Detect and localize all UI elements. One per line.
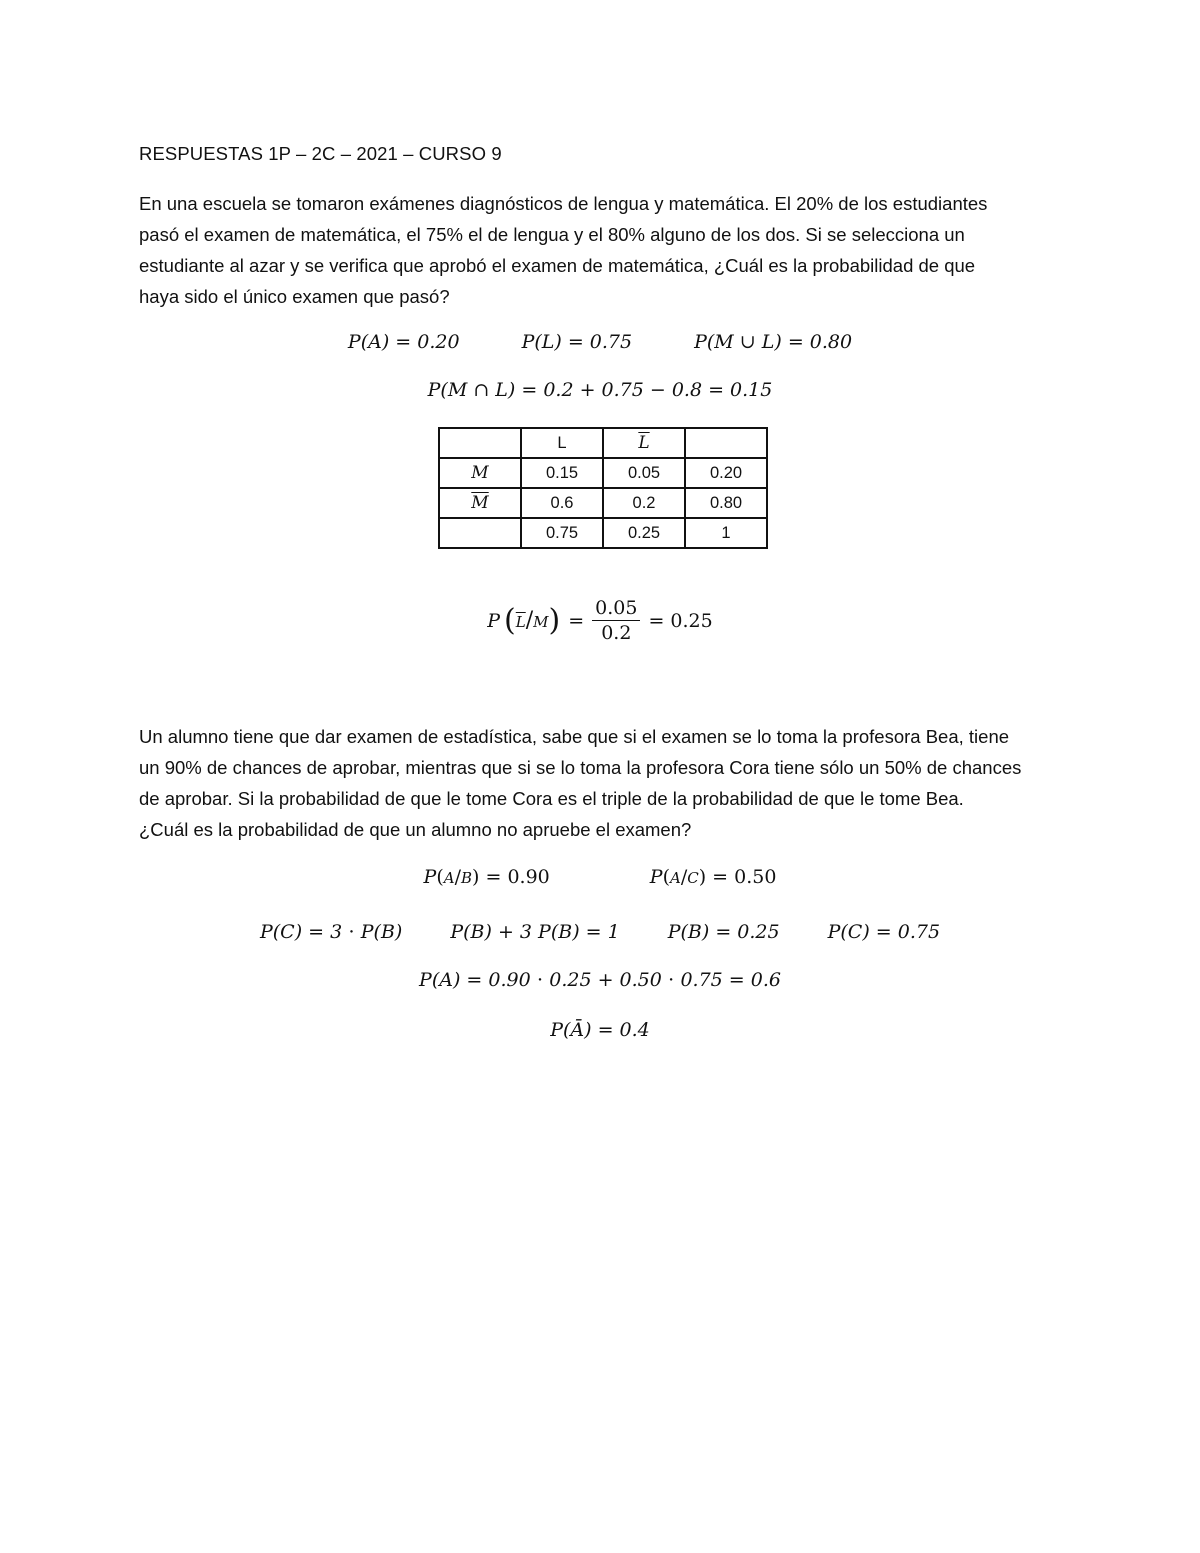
table-cell: 0.80 — [685, 488, 767, 518]
statement-line: Un alumno tiene que dar examen de estadística, sabe que si el examen se lo toma la profesora Bea, tiene — [139, 726, 1010, 747]
statement-line: estudiante al azar y se verifica que aprobó el examen de matemática, ¿Cuál es la probabilidad de que — [139, 255, 976, 276]
page-title: RESPUESTAS 1P – 2C – 2021 – CURSO 9 — [139, 143, 502, 164]
conditional-probability-equation: P ( $\overline{L}$ / M ) = $\frac{0.05}{0.2}$ = 0.25 — [487, 597, 713, 644]
equation-union: P(M ∪ L) = 0.80 — [694, 331, 853, 353]
table-cell: 0.75 — [521, 518, 603, 548]
table-cell: L — [521, 428, 603, 458]
fraction-numerator: 0.05 — [592, 597, 640, 621]
prob-symbol: P — [487, 609, 501, 632]
table-row — [439, 428, 767, 458]
intersection-row — [0, 379, 1200, 401]
conditional-givens — [0, 866, 1200, 888]
equation-pa: P(A) = 0.20 — [347, 331, 460, 353]
equation-intersection: P(M ∩ L) = 0.2 + 0.75 − 0.8 = 0.15 — [427, 379, 773, 401]
equation-sum: P(B) + 3 P(B) = 1 — [450, 921, 620, 943]
fraction — [592, 597, 640, 644]
table-row — [439, 518, 767, 548]
statement-line: un 90% de chances de aprobar, mientras que si se lo toma la profesora Cora tiene sólo un 50% de chances — [139, 757, 1022, 778]
table-row — [439, 458, 767, 488]
table-cell: 0.05 — [603, 458, 685, 488]
table-cell — [685, 428, 767, 458]
given-probabilities — [0, 331, 1200, 353]
prior-equations — [0, 921, 1200, 943]
equation-pc-triple: P(C) = 3 ⋅ P(B) — [259, 921, 403, 943]
statement-line: En una escuela se tomaron exámenes diagnósticos de lengua y matemática. El 20% de los estudiantes — [139, 193, 988, 214]
contingency-table — [438, 427, 768, 549]
table-cell: 0.25 — [603, 518, 685, 548]
conditional-top: $\overline{L}$ — [515, 613, 526, 631]
equation-pc: P(C) = 0.75 — [827, 921, 941, 943]
result: = 0.25 — [648, 609, 713, 632]
conditional-bottom: M — [533, 613, 549, 631]
fraction-denominator: 0.2 — [601, 622, 632, 644]
equation-total-probability: P(A) = 0.90 ⋅ 0.25 + 0.50 ⋅ 0.75 = 0.6 — [419, 969, 781, 991]
equation-pl: P(L) = 0.75 — [521, 331, 633, 353]
table-cell: $\overline{M}$ — [439, 488, 521, 518]
table-cell — [439, 428, 521, 458]
complement-row — [0, 1019, 1200, 1041]
table-cell: 1 — [685, 518, 767, 548]
equation-pa-given-c: P( A / C ) = 0.50 — [649, 866, 777, 888]
table-cell: 0.15 — [521, 458, 603, 488]
table-cell: M — [439, 458, 521, 488]
table-cell: 0.20 — [685, 458, 767, 488]
statement-line: haya sido el único examen que pasó? — [139, 286, 450, 307]
table-row — [439, 488, 767, 518]
table-cell: 0.6 — [521, 488, 603, 518]
table-cell: 0.2 — [603, 488, 685, 518]
problem-1-statement — [139, 188, 1069, 312]
conditional-term: $\overline{L}$ / M — [515, 608, 549, 633]
problem-2-statement — [139, 721, 1069, 845]
statement-line: pasó el examen de matemática, el 75% el de lengua y el 80% alguno de los dos. Si se selecciona un — [139, 224, 965, 245]
equation-pb: P(B) = 0.25 — [667, 921, 780, 943]
equation-complement: P(Ā) = 0.4 — [550, 1019, 650, 1041]
statement-line: de aprobar. Si la probabilidad de que le tome Cora es el triple de la probabilidad de que le tome Bea. — [139, 788, 964, 809]
equation-pa-given-b: P( A / B ) = 0.90 — [423, 866, 550, 888]
table-cell: $\overline{L}$ — [603, 428, 685, 458]
total-probability-row — [0, 969, 1200, 991]
table-cell — [439, 518, 521, 548]
statement-line: ¿Cuál es la probabilidad de que un alumno no apruebe el examen? — [139, 819, 692, 840]
